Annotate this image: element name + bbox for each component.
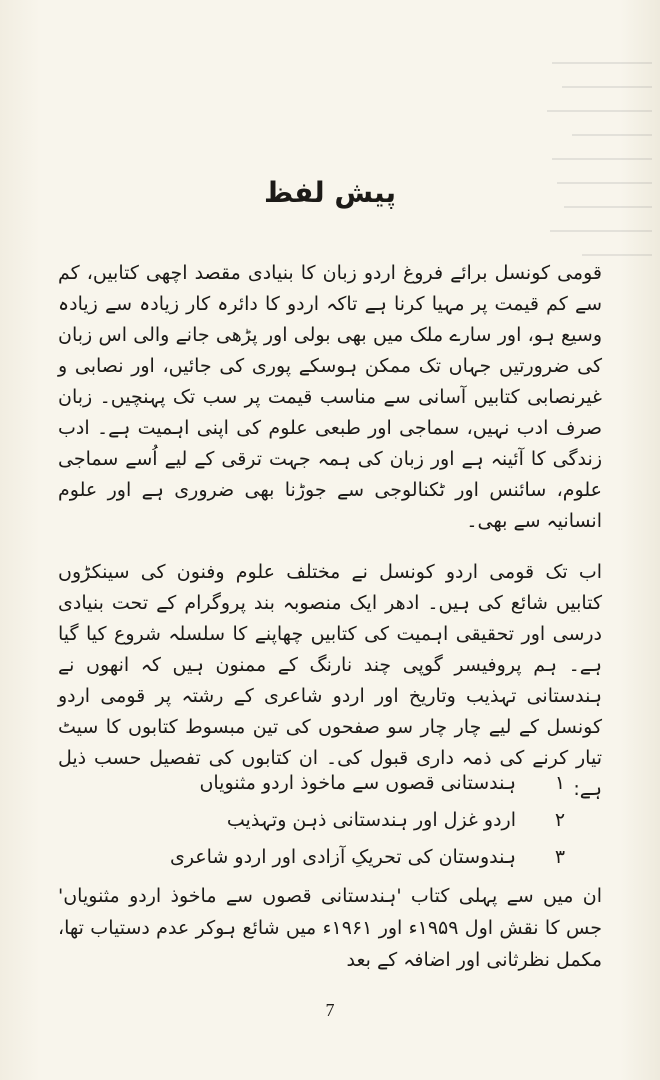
list-item <box>130 802 590 839</box>
list-number: ۲ <box>554 809 566 831</box>
list-number: ۱ <box>554 772 566 794</box>
book-list <box>130 765 590 876</box>
list-item <box>130 839 590 876</box>
paragraph: اب تک قومی اردو کونسل نے مختلف علوم وفنون کی سینکڑوں کتابیں شائع کی ہیں۔ ادھر ایک منصوبہ بند پروگرام کے تحت بنیادی درسی اور تحقیقی اہمیت کی کتابیں چھاپنے کا سلسلہ شروع کیا گیا ہے۔ ہم پروفیسر گوپی چند نارنگ کے ممنون ہیں کہ انھوں نے ہندستانی تہذیب وتاریخ اور اردو شاعری کے رشتہ پر قومی اردو کونسل کے لیے چار چار سو صفحوں کی تین مبسوط کتابوں کا سیٹ تیار کرنے کی ذمہ داری قبول کی۔ ان کتابوں کی تفصیل حسب ذیل ہے: <box>58 561 602 800</box>
list-text: ہندوستان کی تحریکِ آزادی اور اردو شاعری <box>169 846 516 868</box>
list-item <box>130 765 590 802</box>
list-number: ۳ <box>554 846 566 868</box>
page-number: 7 <box>325 1000 335 1020</box>
page-title: پیش لفظ <box>264 176 396 209</box>
body-text <box>58 258 602 825</box>
list-text: اردو غزل اور ہندستانی ذہن وتہذیب <box>226 809 516 831</box>
paragraph: قومی کونسل برائے فروغ اردو زبان کا بنیادی مقصد اچھی کتابیں، کم سے کم قیمت پر مہیا کرنا ہے تاکہ اردو کا دائرہ کار زیادہ سے زیادہ وسیع ہو، اور سارے ملک میں بھی بولی اور پڑھی جانے والی اس زبان کی ضرورتیں جہاں تک ممکن ہوسکے پوری کی جائیں، اور نصابی و غیرنصابی کتابیں آسانی سے مناسب قیمت پر سب تک پہنچیں۔ زبان صرف ادب نہیں، سماجی اور طبعی علوم کی اپنی اہمیت ہے۔ ادب زندگی کا آئینہ ہے اور زبان کی ہمہ جہت ترقی کے لیے اُسے سماجی علوم، سائنس اور ٹکنالوجی سے جوڑنا بھی ضروری ہے اور علوم انسانیہ سے بھی۔ <box>58 262 602 532</box>
closing-paragraph: ان میں سے پہلی کتاب 'ہندستانی قصوں سے ماخوذ اردو مثنویاں' جس کا نقش اول ۱۹۵۹ء اور ۱۹۶۱ء میں شائع ہوکر عدم دستیاب تھا، مکمل نظرثانی اور اضافہ کے بعد <box>58 885 602 971</box>
list-text: ہندستانی قصوں سے ماخوذ اردو مثنویاں <box>199 772 516 794</box>
